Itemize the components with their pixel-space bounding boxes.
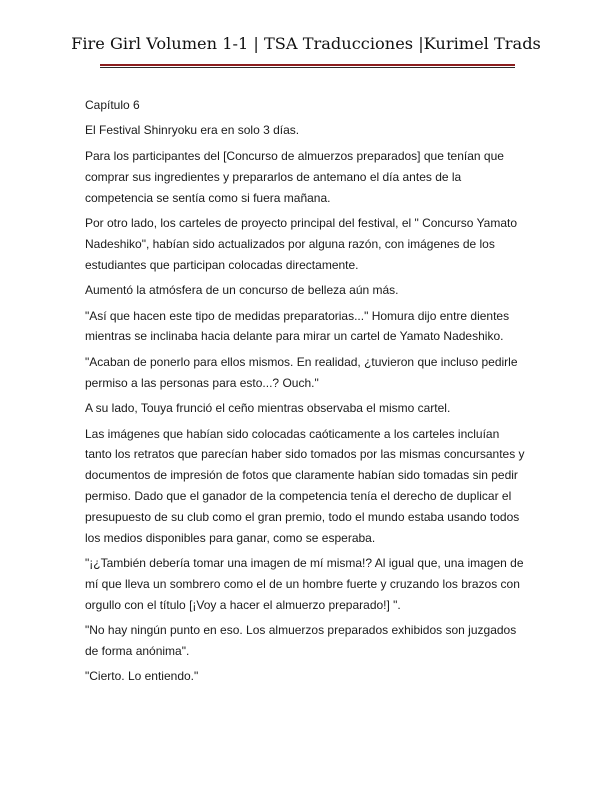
paragraph <box>85 146 530 208</box>
paragraph <box>85 306 530 348</box>
text-line: tanto los retratos que parecían haber sido tomados por las mismas concursantes y <box>85 447 525 462</box>
text-line: comprar sus ingredientes y prepararlos de antemano el día antes de la <box>85 169 462 184</box>
text-line: Las imágenes que habían sido colocadas caóticamente a los carteles incluían <box>85 426 500 441</box>
text-line: estudiantes que participan colocadas directamente. <box>85 257 359 272</box>
text-line: los medios disponibles para ganar, como se esperaba. <box>85 530 376 545</box>
header-rule-dark <box>100 67 515 68</box>
running-header: Fire Girl Volumen 1-1 | TSA Traducciones |Kurimel Trads <box>71 34 541 53</box>
text-line: Capítulo 6 <box>85 98 140 112</box>
chapter-heading <box>85 95 530 116</box>
paragraph <box>85 280 530 301</box>
header-rule-red <box>100 64 515 66</box>
text-line: A su lado, Touya frunció el ceño mientras observaba el mismo cartel. <box>85 401 451 416</box>
text-line: permiso. Dado que el ganador de la competencia tenía el derecho de duplicar el <box>85 489 512 504</box>
text-line: mí que lleva un sombrero como el de un hombre fuerte y cruzando los brazos con <box>85 576 520 591</box>
text-line: El Festival Shinryoku era en solo 3 días. <box>85 123 300 138</box>
text-line: Aumentó la atmósfera de un concurso de belleza aún más. <box>85 283 399 298</box>
text-line: "No hay ningún punto en eso. Los almuerzos preparados exhibidos son juzgados <box>85 623 517 638</box>
text-line: Por otro lado, los carteles de proyecto principal del festival, el " Concurso Yamato <box>85 216 518 231</box>
text-line: presupuesto de su club como el gran premio, todo el mundo estaba usando todos <box>85 509 520 524</box>
body-text <box>85 95 530 692</box>
text-line: Nadeshiko", habían sido actualizados por alguna razón, con imágenes de los <box>85 236 495 251</box>
text-line: "Cierto. Lo entiendo." <box>85 669 199 684</box>
text-line: orgullo con el título [¡Voy a hacer el almuerzo preparado!] ". <box>85 597 401 612</box>
paragraph <box>85 398 530 419</box>
text-line: Para los participantes del [Concurso de almuerzos preparados] que tenían que <box>85 148 504 163</box>
text-line: de forma anónima". <box>85 644 190 658</box>
paragraph <box>85 352 530 394</box>
text-line: permiso a las personas para esto...? Ouch." <box>85 375 319 390</box>
paragraph <box>85 620 530 662</box>
text-line: competencia se sentía como si fuera mañana. <box>85 190 331 205</box>
text-line: documentos de impresión de fotos que claramente habían sido tomadas sin pedir <box>85 468 518 483</box>
paragraph <box>85 120 530 141</box>
paragraph <box>85 213 530 275</box>
paragraph <box>85 666 530 687</box>
paragraph <box>85 424 530 549</box>
paragraph <box>85 553 530 615</box>
text-line: "¡¿También debería tomar una imagen de mí misma!? Al igual que, una imagen de <box>85 556 524 571</box>
text-line: "Así que hacen este tipo de medidas preparatorias..." Homura dijo entre dientes <box>85 308 510 323</box>
text-line: mientras se inclinaba hacia delante para mirar un cartel de Yamato Nadeshiko. <box>85 329 504 344</box>
text-line: "Acaban de ponerlo para ellos mismos. En realidad, ¿tuvieron que incluso pedirle <box>85 354 518 369</box>
